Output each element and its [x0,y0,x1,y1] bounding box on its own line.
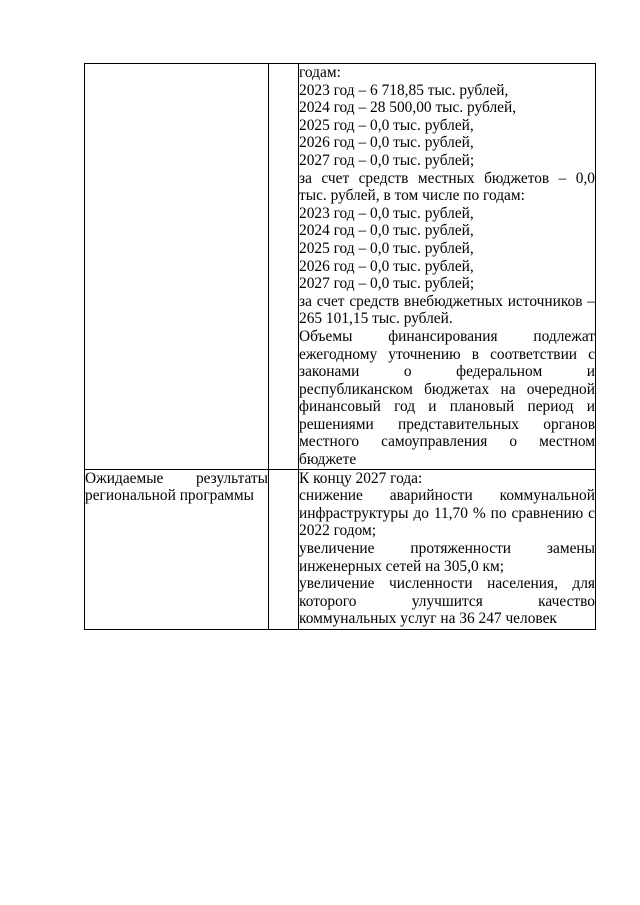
text-line: финансовый год и плановый период и [299,398,595,416]
text-line: инженерных сетей на 305,0 км; [299,557,504,575]
text-line: 2024 год – 28 500,00 тыс. рублей, [299,99,517,117]
text-line: бюджете [299,451,357,469]
text-line: которого улучшится качество [299,592,595,610]
text-line: местного самоуправления о местном [299,433,595,451]
text-line: увеличение протяженности замены [299,540,595,558]
text-line: коммунальных услуг на 36 247 человек [299,610,557,628]
text-line: республиканском бюджетах на очередной [299,380,595,398]
text-line: инфраструктуры до 11,70 % по сравнению с [299,504,595,522]
text-line: 2024 год – 0,0 тыс. рублей, [299,222,474,240]
text-line: увеличение численности населения, для [299,575,595,593]
text-line: 2022 годом; [299,522,377,540]
text-line: 2023 год – 6 718,85 тыс. рублей, [299,81,509,99]
text-line: ежегодному уточнению в соответствии с [299,345,595,363]
financing-value-cell [299,64,596,470]
results-value-cell [299,469,596,629]
text-line: за счет средств местных бюджетов – 0,0 [299,169,595,187]
text-line: 2027 год – 0,0 тыс. рублей; [299,275,475,293]
text-line: 2025 год – 0,0 тыс. рублей, [299,116,474,134]
financing-text [299,64,595,469]
text-line: решениями представительных органов [299,415,595,433]
text-line: Объемы финансирования подлежат [299,327,595,345]
text-line: 265 101,15 тыс. рублей. [299,310,453,328]
label-cell-expected-results [85,469,269,629]
text-line: 2027 год – 0,0 тыс. рублей; [299,151,475,169]
text-line: К концу 2027 года: [299,469,423,487]
text-line: 2026 год – 0,0 тыс. рублей, [299,257,474,275]
row-label-line: Ожидаемые результаты [85,469,268,487]
spacer-cell [269,64,299,470]
table-row-financing [85,64,596,470]
text-line: тыс. рублей, в том числе по годам: [299,187,525,205]
text-line: 2026 год – 0,0 тыс. рублей, [299,134,474,152]
text-line: снижение аварийности коммунальной [299,487,595,505]
results-text [299,470,595,628]
text-line: 2025 год – 0,0 тыс. рублей, [299,239,474,257]
passport-table [84,63,596,630]
table-row-results [85,469,596,629]
row-label-line: региональной программы [85,487,254,505]
label-cell-empty [85,64,269,470]
spacer-cell [269,469,299,629]
text-line: 2023 год – 0,0 тыс. рублей, [299,204,474,222]
text-line: законами о федеральном и [299,363,595,381]
text-line: годам: [299,64,341,81]
text-line: за счет средств внебюджетных источников – [299,292,595,310]
